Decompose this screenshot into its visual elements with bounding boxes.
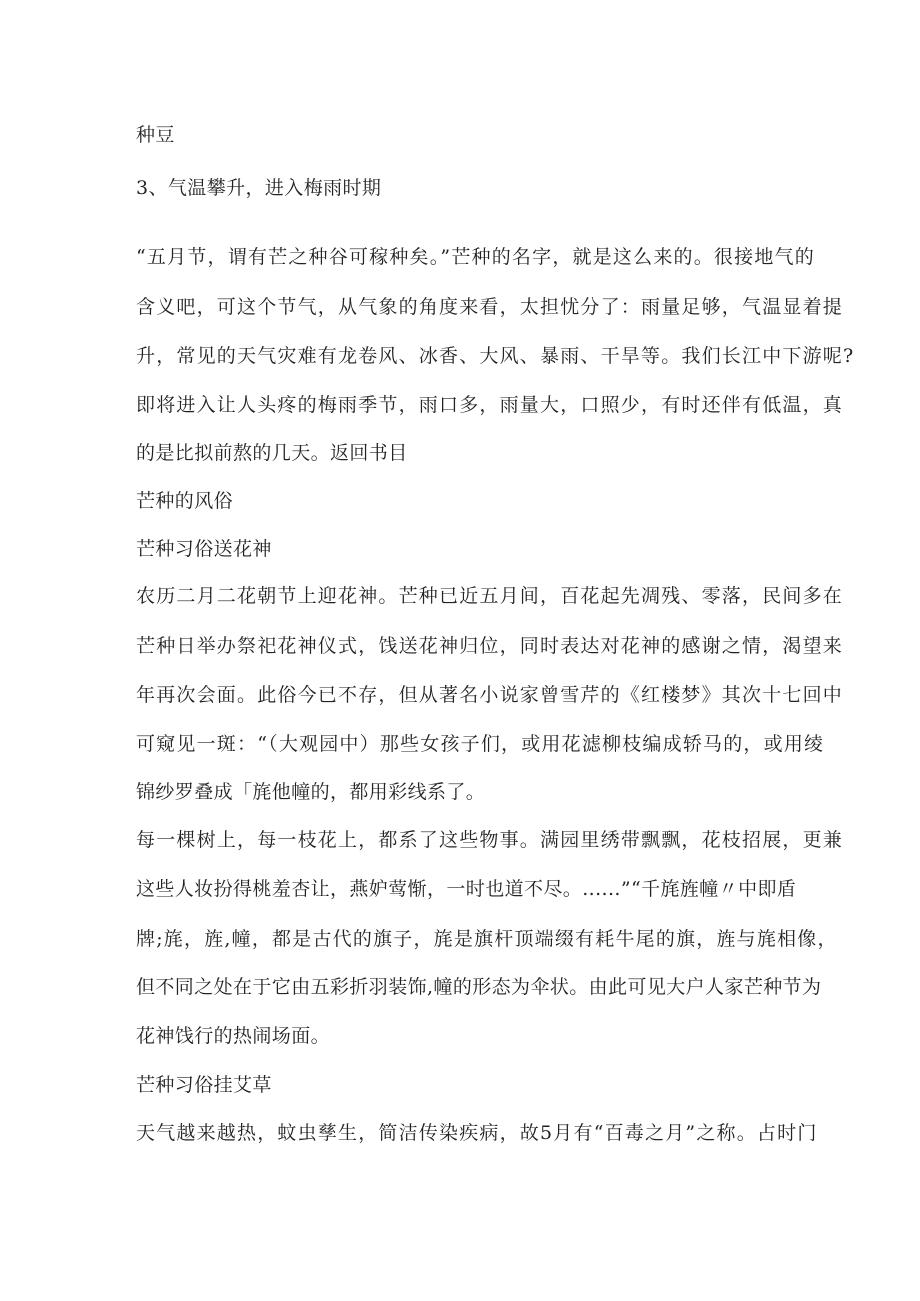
paragraph-line: 花神饯行的热闹场面。 (136, 1025, 331, 1047)
paragraph-line: 这些人妆扮得桃羞杏让，燕妒莺惭，一时也道不尽。......”“千旄旌幢〃中即盾 (136, 878, 797, 900)
paragraph-line: 芒种日举办祭祀花神仪式，饯送花神归位，同时表达对花神的感谢之情，渴望来 (136, 635, 844, 657)
paragraph-line: 可窥见一斑：“（大观园中）那些女孩子们，或用花滤柳枝编成轿马的，或用绫 (136, 733, 825, 755)
section-heading-customs: 芒种的风俗 (136, 490, 234, 512)
subsection-heading-mugwort: 芒种习俗挂艾草 (136, 1074, 272, 1096)
paragraph-line: 即将进入让人头疼的梅雨季节，雨口多，雨量大，口照少，有时还伴有低温，真 (136, 394, 844, 416)
paragraph-line: 农历二月二花朝节上迎花神。芒种已近五月间，百花起先凋残、零落，民间多在 (136, 585, 844, 607)
paragraph-line: 年再次会面。此俗今已不存，但从著名小说家曾雪芹的《红楼梦》其次十七回中 (136, 684, 844, 706)
paragraph-line: 牌;旄，旌,幢，都是古代的旗子，旄是旗杆顶端缀有耗牛尾的旗，旌与旄相像， (136, 928, 838, 950)
paragraph-line: 升，常见的天气灾难有龙卷风、冰香、大风、暴雨、干旱等。我们长江中下游呢? (136, 345, 855, 367)
paragraph-line: 天气越来越热，蚊虫孳生，简洁传染疾病，故5月有“百毒之月”之称。占时门 (136, 1122, 818, 1144)
paragraph-line: “五月节，谓有芒之种谷可稼种矣。”芒种的名字，就是这么来的。很接地气的 (136, 246, 815, 268)
subsection-heading-flower-god: 芒种习俗送花神 (136, 538, 272, 560)
section-heading-plum-rain: 3、气温攀升，进入梅雨时期 (136, 177, 382, 199)
paragraph-line: 的是比拟前熬的几天。返回书目 (136, 442, 408, 464)
paragraph-line: 每一棵树上，每一枝花上，都系了这些物事。满园里绣带飘飘，花枝招展，更兼 (136, 829, 844, 851)
paragraph-line: 含义吧，可这个节气，从气象的角度来看，太担忧分了：雨量足够，气温显着提 (136, 296, 844, 318)
text-line-heading-fragment: 种豆 (136, 124, 175, 146)
paragraph-line: 锦纱罗叠成「旄他幢的，都用彩线系了。 (136, 781, 486, 803)
paragraph-line: 但不同之处在于它由五彩折羽装饰,幢的形态为伞状。由此可见大户人家芒种节为 (136, 976, 822, 998)
